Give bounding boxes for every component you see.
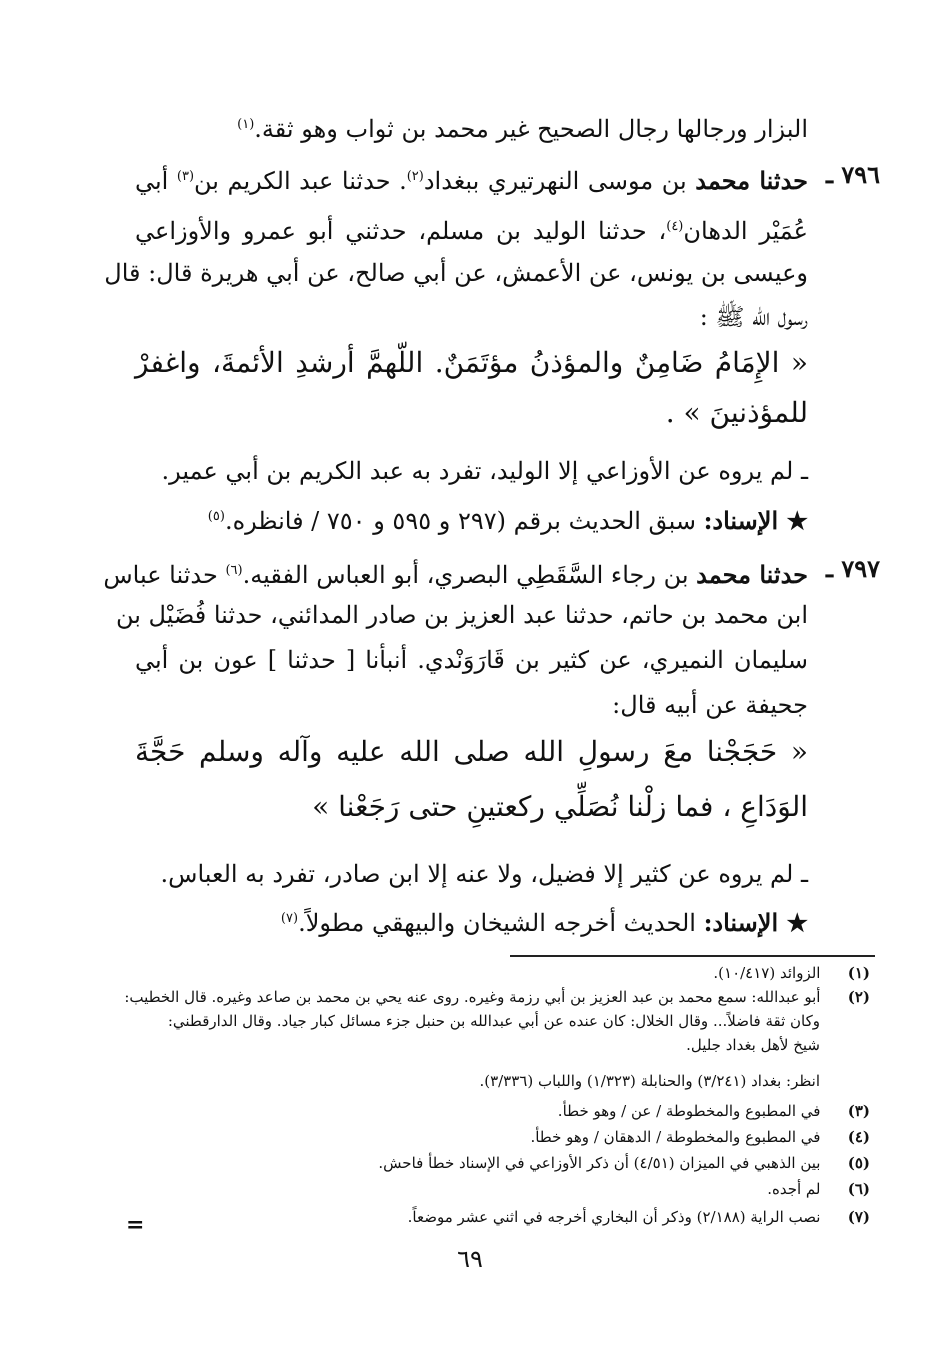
continuation-mark: =	[126, 1212, 145, 1238]
footnote-5: (٥) بين الذهبي في الميزان (٤/٥١) أن ذكر الأوزاعي في الإسناد خطأ فاحش.	[378, 1154, 870, 1172]
hadith-text: للمؤذنينَ » .	[665, 396, 808, 429]
text-line: سليمان النميري، عن كثير بن قَارَوَنْدي. أنبأنا [ حدثنا ] عون بن أبي	[135, 646, 808, 674]
text-line: رسول الله ﷺ :	[699, 303, 808, 331]
hadith-text: « الإِمَامُ ضَامِنٌ والمؤذنُ مؤتَمَنٌ. اللّهمَّ أرشدِ الأئمةَ، واغفرْ	[135, 346, 808, 379]
footnote-2-line: وكان ثقة فاضلاً... وقال الخلال: كان عنده عن أبي عبدالله بن حنبل جزء مسائل كبار جياد. وقال الدارقطني:	[167, 1012, 820, 1030]
hadith-text: الوَدَاعِ ، فما زلْنا نُصَلِّي ركعتينِ حتى رَجَعْنا »	[312, 790, 808, 823]
footnote-2-line: انظر: بغداد (٣/٢٤١) والحنابلة (١/٣٢٣) واللباب (٣/٣٣٦).	[479, 1072, 820, 1090]
hadith-number: ٧٩٧ ـ	[825, 554, 880, 583]
footnote-ref: (١)	[237, 117, 255, 132]
text-line: ـ لم يروه عن كثير إلا فضيل، ولا عنه إلا ابن صادر، تفرد به العباس.	[160, 860, 808, 888]
footnote-2-line: شيخ لأهل بغداد جليل.	[686, 1036, 820, 1054]
footnote-6: (٦) لم أجده.	[767, 1180, 870, 1198]
hadith-text: « حَجَجْنا معَ رسولِ الله صلى الله عليه وآله وسلم حَجَّةَ	[135, 735, 808, 768]
text-line: البزار ورجالها رجال الصحيح غير محمد بن ثواب وهو ثقة.$^{(١)}$	[237, 115, 808, 143]
footnote-2: (٢) أبو عبدالله: سمع محمد بن عبد العزيز بن أبي رزمة وغيره. روى عنه يحي بن محمد بن صاعد وغيره. قال الخطيب:	[124, 988, 870, 1006]
text-line: جحيفة عن أبيه قال:	[612, 691, 808, 719]
hadith-heading-796: حدثنا محمد بن موسى النهرتيري ببغداد$^{(٢)}$. حدثنا عبد الكريم بن$^{(٣)}$ أبي	[135, 166, 808, 195]
text-line: وعيسى بن يونس، عن الأعمش، عن أبي صالح، عن أبي هريرة قال: قال	[104, 259, 808, 287]
isnad-line: ★ الإسناد: الحديث أخرجه الشيخان والبيهقي مطولاً.$^{(٧)}$	[280, 908, 808, 937]
footnote-separator	[510, 955, 875, 957]
text-line: ـ لم يروه عن الأوزاعي إلا الوليد، تفرد به عبد الكريم بن أبي عمير.	[161, 457, 808, 485]
footnote-7: (٧) نصب الراية (٢/١٨٨) وذكر أن البخاري أخرجه في اثني عشر موضعاً.	[407, 1208, 870, 1226]
hadith-number: ٧٩٦ ـ	[825, 160, 880, 189]
text-line: عُمَيْر الدهان$^{(٤)}$، حدثنا الوليد بن مسلم، حدثني أبو عمرو والأوزاعي	[135, 217, 808, 245]
hadith-heading-797: حدثنا محمد بن رجاء السَّقَطِي البصري، أبو العباس الفقيه.$^{(٦)}$ حدثنا عباس	[103, 560, 808, 589]
isnad-line: ★ الإسناد: سبق الحديث برقم (٢٩٧ و ٥٩٥ و ٧٥٠ / فانظره.$^{(٥)}$	[207, 506, 808, 535]
page-number: ٦٩	[457, 1245, 483, 1273]
text-line: ابن محمد بن حاتم، حدثنا عبد العزيز بن صادر المدائني، حدثنا فُضَيْل بن	[115, 601, 808, 629]
footnote-3: (٣) في المطبوع والمخطوطة / عن / وهو خطأ.	[557, 1102, 870, 1120]
footnote-1: (١) الزوائد (١٠/٤١٧).	[713, 964, 870, 982]
footnote-4: (٤) في المطبوع والمخطوطة / الدهقان / وهو خطأ.	[530, 1128, 870, 1146]
